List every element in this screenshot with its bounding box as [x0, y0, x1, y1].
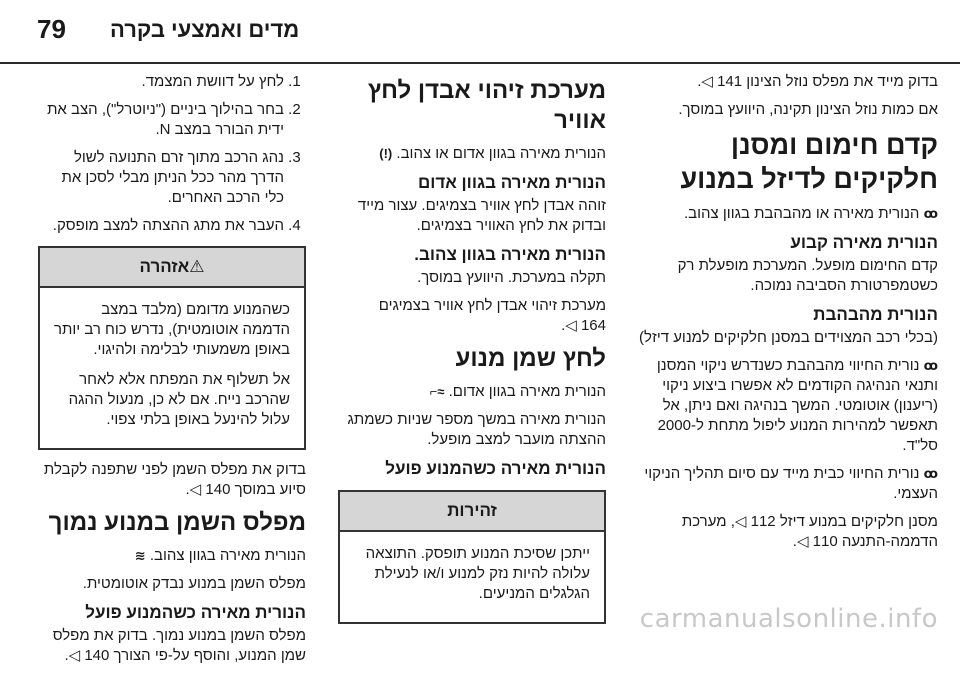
caution-box	[338, 490, 606, 624]
section-title: לחץ שמן מנוע	[455, 345, 606, 372]
warning-text: אל תשלוף את המפתח אלא לאחר שהרכב נייח. אם לא כן, מנעול ההגה עלול להינעל באופן בלתי צפוי.	[68, 371, 290, 428]
list-item: 4. העבר את מתג ההצתה למצב מופסק.	[38, 216, 284, 236]
section-title: מערכת זיהוי אבדן לחץ אוויר	[367, 77, 606, 134]
column-middle	[338, 72, 606, 634]
caution-text: ייתכן שסיכת המנוע תופסק. התוצאה עלולה להיות נזק למנוע ו/או לנעילת הגלגלים המניעים.	[365, 545, 590, 602]
subheading: הנורית מאירה כשהמנוע פועל	[85, 603, 306, 622]
paragraph: בדוק את מפלס השמן לפני שתפנה לקבלת סיוע במוסך 140 ◁.	[43, 461, 306, 498]
paragraph: ꝏ נורית החיווי מהבהבת כשנדרש ניקוי המסנן ותנאי הנהיגה הקודמים לא אפשרו ביצוע ניקוי (ריענון) אוטומטי. המשך בנהיגה ואם ניתן, אל תאפשר למהירות המנוע ליפול מתחת ל-2000 סל"ד.	[656, 357, 938, 454]
paragraph: מסנן חלקיקים במנוע דיזל 112 ◁, מערכת הדממה-התנעה 110 ◁.	[681, 513, 938, 550]
glow-plug-icon: ꝏ	[923, 206, 938, 221]
section-title: קדם חימום ומסנן חלקיקים לדיזל במנוע	[680, 130, 938, 194]
page-reference[interactable]: 112 ◁	[734, 513, 776, 530]
tire-pressure-icon: (!)	[379, 146, 393, 161]
warning-header	[40, 248, 304, 288]
glow-plug-icon: ꝏ	[923, 466, 938, 481]
paragraph: זוהה אבדן לחץ אוויר בצמיגים. עצור מייד ובדוק את לחץ האוויר בצמיגים.	[357, 197, 606, 234]
paragraph: הנורית מאירה בגוון אדום או צהוב. (!)	[379, 145, 606, 162]
subheading: הנורית מאירה בגוון צהוב.	[414, 245, 606, 264]
paragraph: הנורית מאירה בגוון צהוב. ≋	[134, 547, 306, 564]
warning-box	[38, 246, 306, 450]
page-header	[0, 0, 960, 64]
watermark: carmanualsonline.info	[639, 604, 938, 634]
subheading: הנורית מאירה כשהמנוע פועל	[385, 459, 606, 478]
paragraph: קדם החימום מופעל. המערכת מופעלת רק כשטמפרטורת הסביבה נמוכה.	[677, 257, 938, 294]
oil-level-icon: ≋	[134, 548, 146, 563]
paragraph: (בכלי רכב המצוידים במסנן חלקיקים למנוע דיזל)	[639, 329, 938, 346]
paragraph: אם כמות נוזל הצינון תקינה, היוועץ במוסך.	[678, 101, 938, 118]
subheading: הנורית מהבהבת	[813, 305, 938, 324]
column-right	[638, 72, 938, 560]
steps-list	[38, 72, 306, 236]
list-item: 2. בחר בהילוך ביניים ("ניוטרל"), הצב את ידית הבורר במצב N.	[38, 100, 284, 140]
paragraph: הנורית מאירה במשך מספר שניות כשמתג ההצתה מועבר למצב מופעל.	[347, 411, 606, 448]
page-title: מדים ואמצעי בקרה	[110, 17, 300, 42]
paragraph: מפלס השמן במנוע נבדק אוטומטית.	[82, 575, 306, 592]
page-reference[interactable]: 141 ◁.	[697, 73, 743, 90]
paragraph: ꝏ נורית החיווי כבית מייד עם סיום תהליך הניקוי העצמי.	[644, 465, 938, 502]
warning-text: כשהמנוע מדומם (מלבד במצב הדממה אוטומטית), נדרש כוח רב יותר באופן משמעותי לבלימה ולהיגוי.	[53, 301, 290, 358]
paragraph: הנורית מאירה בגוון אדום. ≈⌐	[429, 383, 606, 400]
glow-plug-icon: ꝏ	[923, 358, 938, 373]
page-reference[interactable]: 164 ◁.	[561, 317, 606, 334]
column-left	[38, 72, 306, 674]
warning-icon: ⚠	[189, 257, 205, 276]
page-reference[interactable]: 140 ◁.	[64, 647, 110, 664]
paragraph: מפלס השמן במנוע נמוך. בדוק את מפלס שמן המנוע, והוסף על-פי הצורך 140 ◁.	[52, 627, 306, 664]
list-item: 1. לחץ על דוושת המצמד.	[38, 72, 284, 92]
list-item: 3. נהג הרכב מתוך זרם התנועה לשול הדרך מהר ככל הניתן מבלי לסכן את כלי הרכב האחרים.	[38, 148, 284, 208]
page-reference[interactable]: 110 ◁.	[792, 533, 838, 550]
subheading: הנורית מאירה קבוע	[790, 233, 938, 252]
oil-pressure-icon: ≈⌐	[429, 384, 445, 399]
paragraph: בדוק מייד את מפלס נוזל הצינון 141 ◁.	[697, 73, 938, 90]
paragraph: תקלה במערכת. היוועץ במוסך.	[417, 269, 606, 286]
warning-title: אזהרה	[139, 257, 190, 276]
paragraph: ꝏ הנורית מאירה או מהבהבת בגוון צהוב.	[684, 205, 938, 222]
page-number: 79	[37, 14, 66, 44]
subheading: הנורית מאירה בגוון אדום	[417, 173, 606, 192]
caution-title: זהירות	[340, 492, 604, 532]
section-title: מפלס השמן במנוע נמוך	[48, 509, 306, 536]
page-reference[interactable]: 140 ◁.	[185, 481, 231, 498]
paragraph: מערכת זיהוי אבדן לחץ אוויר בצמיגים 164 ◁.	[378, 297, 606, 334]
